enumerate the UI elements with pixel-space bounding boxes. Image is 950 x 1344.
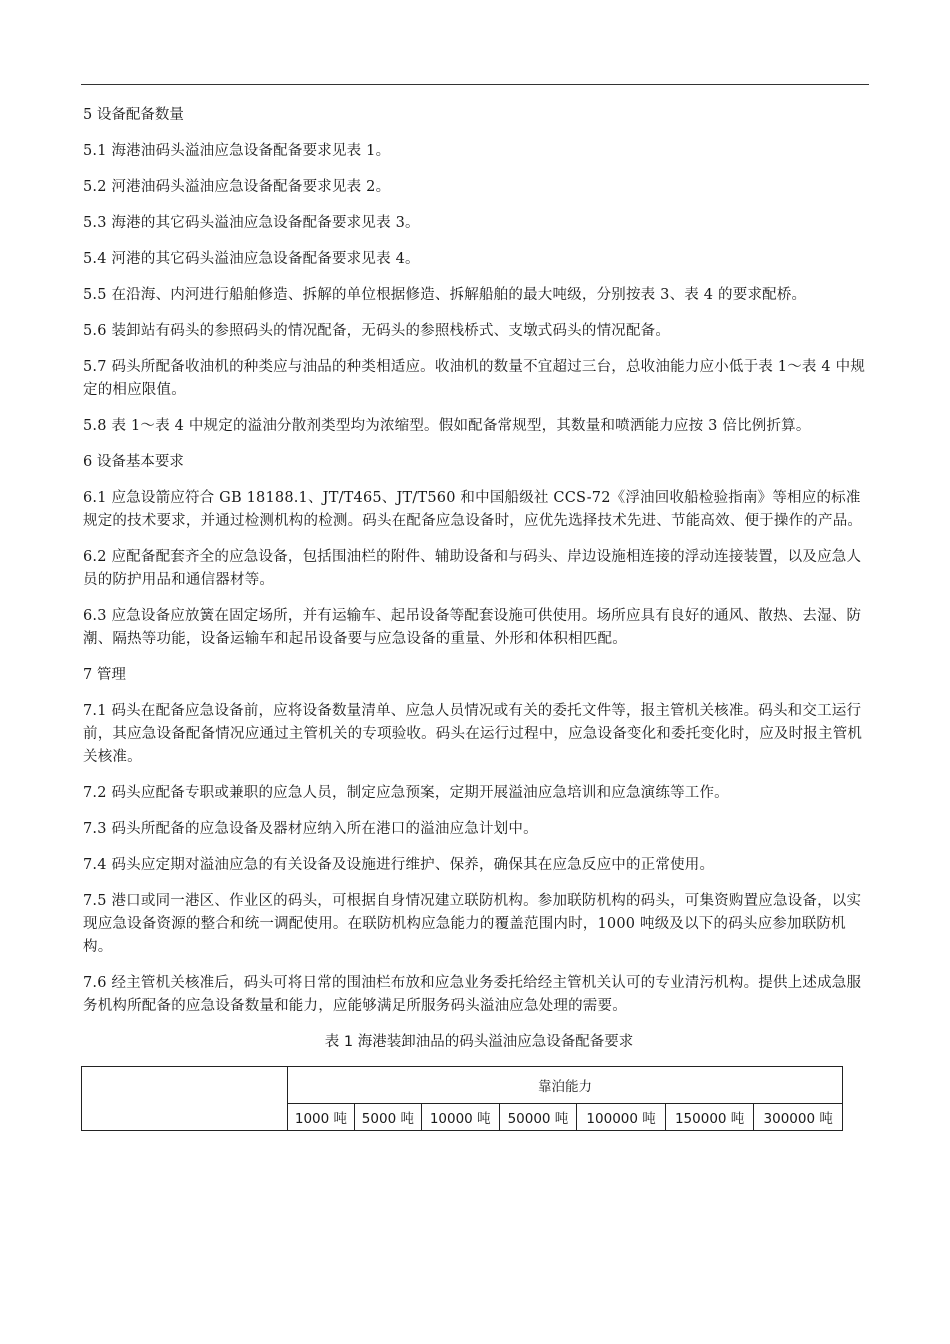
para-7-4: 7.4 码头应定期对溢油应急的有关设备及设施进行维护、保养，确保其在应急反应中的正常使用。: [83, 857, 715, 873]
table-1: [81, 1066, 843, 1131]
header-rule: [81, 84, 869, 85]
para-5-1: 5.1 海港油码头溢油应急设备配备要求见表 1。: [83, 143, 391, 159]
para-5-4: 5.4 河港的其它码头溢油应急设备配备要求见表 4。: [83, 251, 420, 267]
section-7-heading: 7 管理: [83, 667, 126, 683]
para-5-2: 5.2 河港油码头溢油应急设备配备要求见表 2。: [83, 179, 391, 195]
capacity-cell: 1000 吨: [288, 1104, 355, 1131]
berthing-capacity-header: 靠泊能力: [288, 1067, 843, 1104]
para-7-6: 7.6 经主管机关核准后，码头可将日常的围油栏布放和应急业务委托给经主管机关认可的专业清污机构。提供上述成急服务机构所配备的应急设备数量和能力，应能够满足所服务码头溢油应急处理的需要。: [83, 975, 862, 1014]
para-7-5: 7.5 港口或同一港区、作业区的码头，可根据自身情况建立联防机构。参加联防机构的码头，可集资购置应急设备，以实现应急设备资源的整合和统一调配使用。在联防机构应急能力的覆盖范围内时，1000 吨级及以下的码头应参加联防机构。: [83, 893, 862, 955]
para-6-1: 6.1 应急设箭应符合 GB 18188.1、JT/T465、JT/T560 和中国船级社 CCS-72《浮油回收船检验指南》等相应的标准规定的技术要求，并通过检测机构的检测。码头在配备应急设备时，应优先选择技术先进、节能高效、便于操作的产品。: [83, 490, 863, 529]
para-5-8: 5.8 表 1～表 4 中规定的溢油分散剂类型均为浓缩型。假如配备常规型，其数量和喷洒能力应按 3 倍比例折算。: [83, 418, 811, 434]
table-corner-cell: [82, 1067, 288, 1131]
capacity-cell: 5000 吨: [354, 1104, 421, 1131]
section-6-heading: 6 设备基本要求: [83, 454, 184, 470]
table-header-row: [82, 1067, 843, 1104]
section-5-heading: 5 设备配备数量: [83, 107, 184, 123]
para-5-5: 5.5 在沿海、内河进行船舶修造、拆解的单位根据修造、拆解船舶的最大吨级，分别按表 3、表 4 的要求配桥。: [83, 287, 807, 303]
para-5-7: 5.7 码头所配备收油机的种类应与油品的种类相适应。收油机的数量不宜超过三台，总收油能力应小低于表 1～表 4 中规定的相应限值。: [83, 359, 866, 398]
para-7-3: 7.3 码头所配备的应急设备及器材应纳入所在港口的溢油应急计划中。: [83, 821, 538, 837]
capacity-cell: 10000 吨: [421, 1104, 499, 1131]
para-7-2: 7.2 码头应配备专职或兼职的应急人员，制定应急预案，定期开展溢油应急培训和应急演练等工作。: [83, 785, 729, 801]
capacity-cell: 100000 吨: [577, 1104, 666, 1131]
capacity-cell: 50000 吨: [499, 1104, 577, 1131]
para-6-2: 6.2 应配备配套齐全的应急设备，包括围油栏的附件、辅助设备和与码头、岸边设施相连接的浮动连接装置，以及应急人员的防护用品和通信器材等。: [83, 549, 862, 588]
document-body: [83, 104, 875, 1131]
para-7-1: 7.1 码头在配备应急设备前，应将设备数量清单、应急人员情况或有关的委托文件等，报主管机关核准。码头和交工运行前，其应急设备配备情况应通过主管机关的专项验收。码头在运行过程中，应急设备变化和委托变化时，应及时报主管机关核准。: [83, 703, 863, 765]
para-6-3: 6.3 应急设备应放簧在固定场所，并有运输车、起吊设备等配套设施可供使用。场所应具有良好的通风、散热、去湿、防潮、隔热等功能，设备运输车和起吊设备要与应急设备的重量、外形和体积相匹配。: [83, 608, 862, 647]
para-5-6: 5.6 装卸站有码头的参照码头的情况配备，无码头的参照栈桥式、支墩式码头的情况配备。: [83, 323, 671, 339]
para-5-3: 5.3 海港的其它码头溢油应急设备配备要求见表 3。: [83, 215, 420, 231]
capacity-cell: 300000 吨: [754, 1104, 843, 1131]
table-1-caption: 表 1 海港装卸油品的码头溢油应急设备配备要求: [324, 1034, 634, 1050]
capacity-cell: 150000 吨: [665, 1104, 754, 1131]
